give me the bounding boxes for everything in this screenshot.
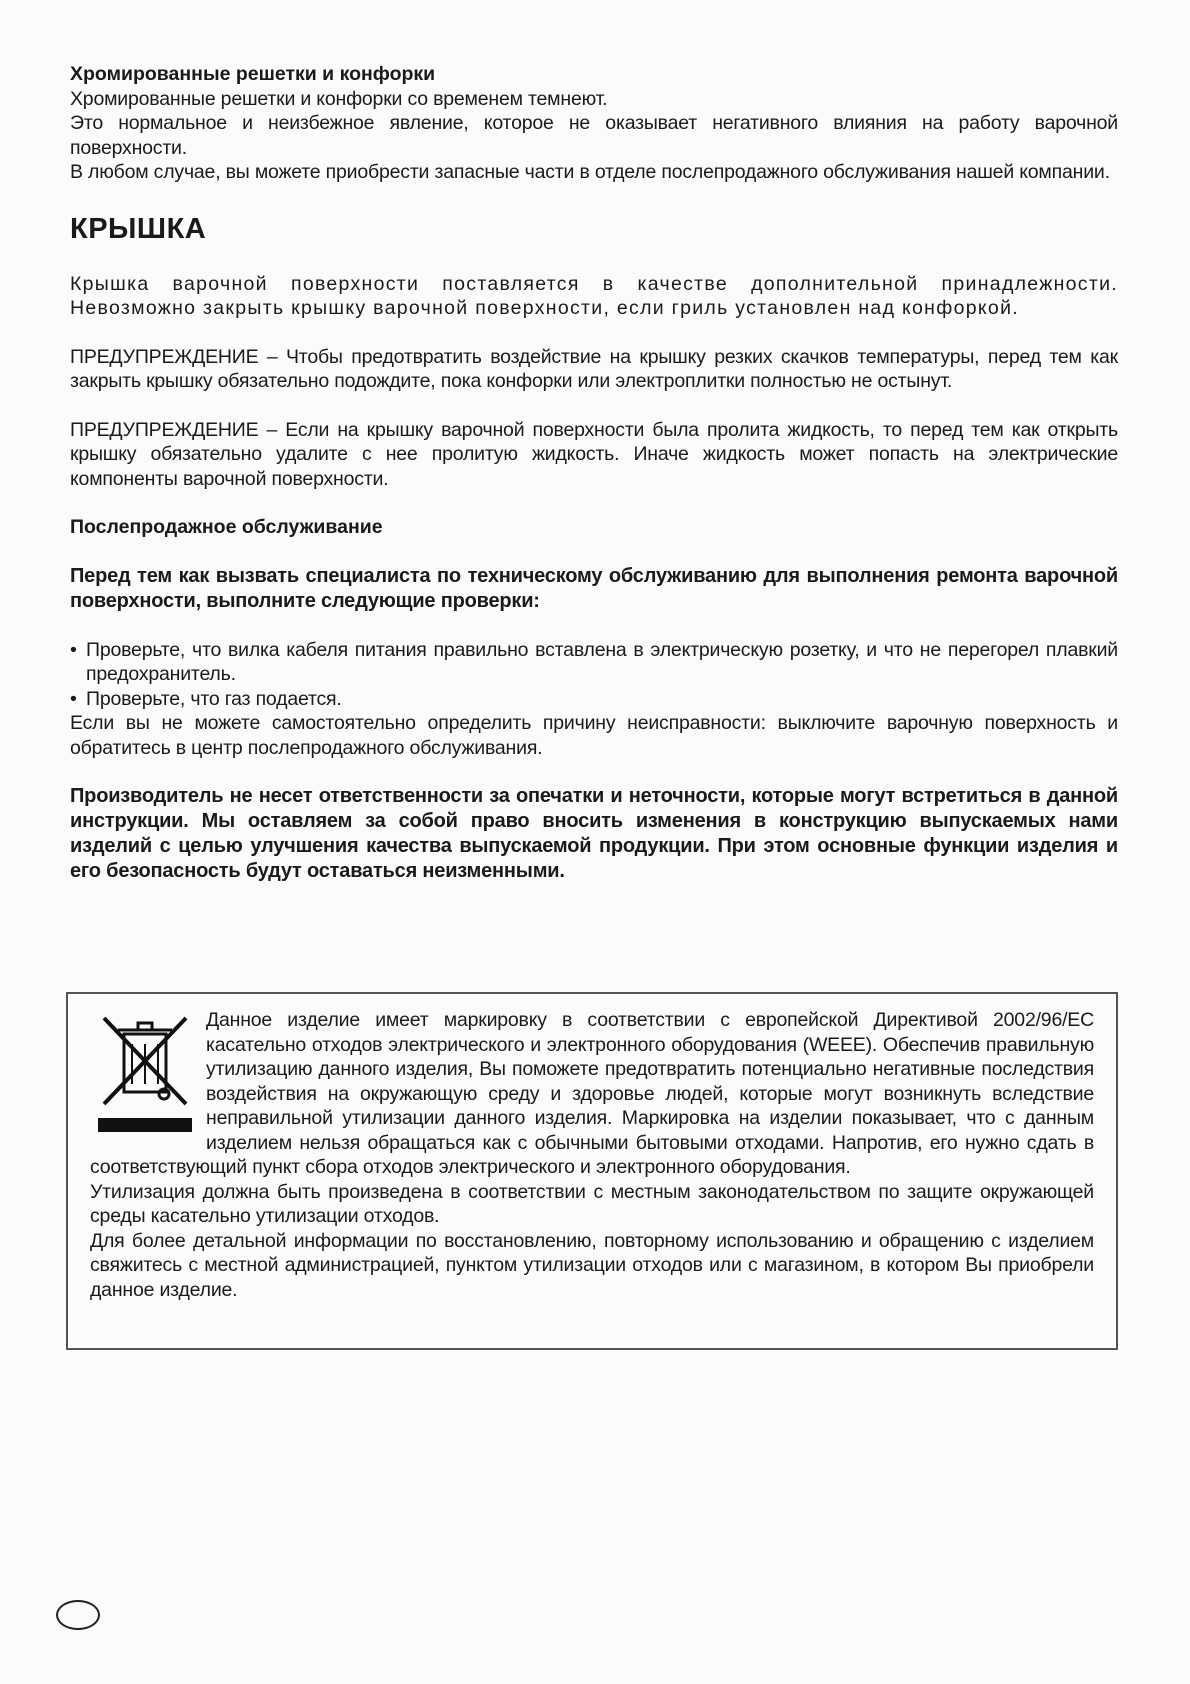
after-sales-heading: Послепродажное обслуживание <box>70 516 383 538</box>
list-item: • Проверьте, что вилка кабеля питания правильно вставлена в электрическую розетку, и что не перегорел плавкий предохранитель. <box>70 638 1118 687</box>
document-body <box>70 62 1118 884</box>
service-outro: Если вы не можете самостоятельно определить причину неисправности: выключите варочную поверхность и обратитесь в центр послепродажного обслуживания. <box>70 712 1118 759</box>
chrome-paragraph-3: В любом случае, вы можете приобрести запасные части в отделе послепродажного обслуживания нашей компании. <box>70 161 1110 183</box>
chrome-paragraph-1: Хромированные решетки и конфорки со временем темнеют. <box>70 87 608 110</box>
checks-intro: Перед тем как вызвать специалиста по техническому обслуживанию для выполнения ремонта варочной поверхности, выполните следующие проверки: <box>70 564 1118 612</box>
chrome-grates-heading: Хромированные решетки и конфорки <box>70 63 436 85</box>
lid-warning-2: ПРЕДУПРЕЖДЕНИЕ – Если на крышку варочной поверхности была пролита жидкость, то перед тем как открыть крышку обязательно удалите с нее пролитую жидкость. Иначе жидкость может попасть на электрические компоненты варочной поверхности. <box>70 418 1118 490</box>
oval-language-marker <box>56 1600 100 1630</box>
weee-paragraph-1: Данное изделие имеет маркировку в соответствии с европейской Директивой 2002/96/EC касательно отходов электрического и электронного оборудования (WEEE). Обеспечив правильную утилизацию данного изделия, Вы поможете предотвратить потенциально негативные последствия воздействия на окружающую среду и здоровье людей, которые могут возникнуть вследствие неправильной утилизации данного изделия. Маркировка на изделии показывает, что с данным изделием нельзя обращаться как с обычными бытовыми отходами. Напротив, его нужно сдать в соответствующий пункт сбора отходов электрического и электронного оборудования. <box>90 1009 1094 1178</box>
crossed-out-wheelie-bin-icon <box>90 1008 200 1140</box>
lid-intro-paragraph: Крышка варочной поверхности поставляется в качестве дополнительной принадлежности. Невозможно закрыть крышку варочной поверхности, если гриль установлен над конфоркой. <box>70 272 1118 319</box>
checks-list <box>70 638 1118 712</box>
lid-section-title: КРЫШКА <box>70 212 207 245</box>
weee-paragraph-3: Для более детальной информации по восстановлению, повторному использованию и обращению с изделием свяжитесь с местной администрацией, пунктом утилизации отходов или с магазином, в котором Вы приобрели данное изделие. <box>90 1229 1094 1301</box>
manufacturer-disclaimer: Производитель не несет ответственности за опечатки и неточности, которые могут встретиться в данной инструкции. Мы оставляем за собой право вносить изменения в конструкцию выпускаемых нами изделий с целью улучшения качества выпускаемой продукции. При этом основные функции изделия и его безопасность будут оставаться неизменными. <box>70 785 1118 882</box>
list-item: • Проверьте, что газ подается. <box>70 687 1118 712</box>
weee-paragraph-2: Утилизация должна быть произведена в соответствии с местным законодательством по защите окружающей среды касательно утилизации отходов. <box>90 1180 1094 1227</box>
lid-warning-1: ПРЕДУПРЕЖДЕНИЕ – Чтобы предотвратить воздействие на крышку резких скачков температуры, перед тем как закрыть крышку обязательно подождите, пока конфорки или электроплитки полностью не остынут. <box>70 345 1118 392</box>
chrome-paragraph-2: Это нормальное и неизбежное явление, которое не оказывает негативного влияния на работу варочной поверхности. <box>70 112 1118 159</box>
weee-notice-box <box>66 992 1118 1350</box>
